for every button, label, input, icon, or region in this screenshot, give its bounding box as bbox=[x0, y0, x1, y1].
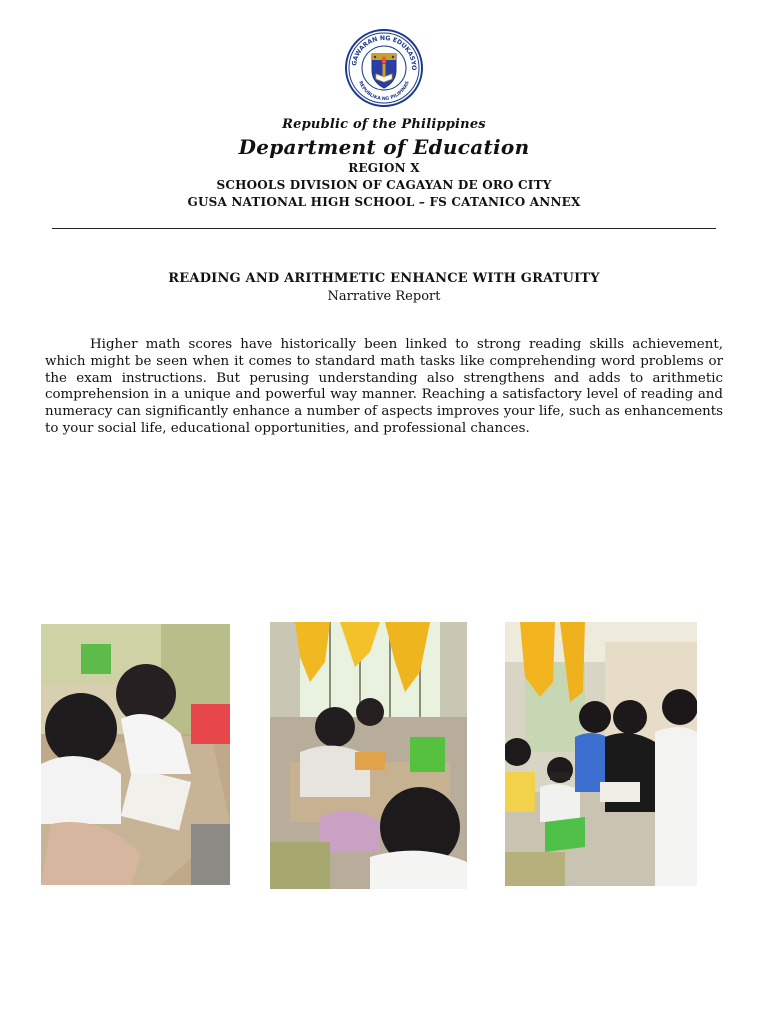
report-paragraph: Higher math scores have historically been linked to strong reading skills achievement, which might be seen when it comes to standard math tasks like comprehending word problems or the exam instructions. But perusing understanding also strengthens and adds to arithmetic comprehension in a unique and powerful way manner. Reaching a satisfactory level of reading and numeracy can significantly enhance a number of aspects improves your life, such as enhancements to your social life, educational opportunities, and professional chances. bbox=[45, 337, 723, 436]
deped-seal bbox=[344, 24, 424, 112]
report-heading bbox=[0, 270, 768, 306]
division-line: SCHOOLS DIVISION OF CAGAYAN DE ORO CITY bbox=[216, 178, 552, 192]
region-line: REGION X bbox=[348, 161, 420, 175]
photo-students-reading-2 bbox=[270, 622, 467, 889]
republic-line: Republic of the Philippines bbox=[282, 117, 486, 132]
letterhead bbox=[0, 116, 768, 211]
school-line: GUSA NATIONAL HIGH SCHOOL – FS CATANICO ANNEX bbox=[187, 195, 581, 209]
report-subtitle: Narrative Report bbox=[327, 289, 441, 304]
photo-students-reading-3 bbox=[505, 622, 697, 886]
seal-text-top: GAWARAN NG EDUKASYO bbox=[351, 34, 418, 71]
seal-text-bottom: REPUBLIKA NG PILIPINAS bbox=[357, 80, 411, 103]
header-divider bbox=[52, 228, 716, 229]
photo-students-reading-1 bbox=[41, 624, 230, 885]
department-name: Department of Education bbox=[238, 135, 530, 159]
report-title: READING AND ARITHMETIC ENHANCE WITH GRATUITY bbox=[168, 271, 600, 286]
